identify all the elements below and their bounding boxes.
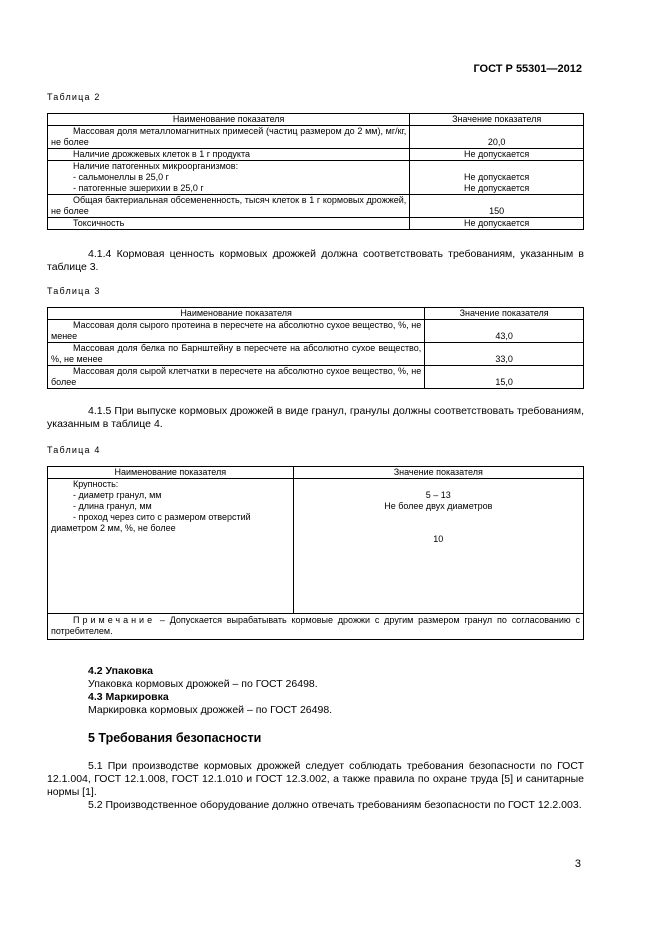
table-row [48,161,584,195]
note-label: Примечание [73,615,156,625]
row-name: Токсичность [48,218,410,230]
row-value: 5 – 13 Не более двух диаметров 10 [293,479,583,614]
column-header-value: Значение показателя [425,308,584,320]
paragraph-4-1-4: 4.1.4 Кормовая ценность кормовых дрожжей должна соответствовать требованиям, указанным в таблице 3. [47,248,584,273]
row-name: Массовая доля металломагнитных примесей (частиц размером до 2 мм), мг/кг, не более [48,126,410,149]
row-name: Наличие дрожжевых клеток в 1 г продукта [48,149,410,161]
table-note [48,614,584,640]
section-4-3-title: 4.3 Маркировка [88,691,169,703]
note-text: – Допускается вырабатывать кормовые дрожжи с другим размером гранул по согласованию с потребителем. [51,615,580,636]
row-value: 43,0 [425,320,584,343]
table-row [48,320,584,343]
table-note-row [48,614,584,640]
table2 [47,113,584,230]
row-name-sub: - патогенные эшерихии в 25,0 г [73,183,204,193]
table-row [48,149,584,161]
document-header: ГОСТ Р 55301—2012 [473,63,582,75]
table-row [48,479,584,614]
row-value: Не допускается [410,149,584,161]
row-value: 150 [410,195,584,218]
section-5-title: 5 Требования безопасности [88,731,262,745]
paragraph-5-2: 5.2 Производственное оборудование должно отвечать требованиям безопасности по ГОСТ 12.2.003. [88,799,582,811]
paragraph-4-1-5: 4.1.5 При выпуске кормовых дрожжей в виде гранул, гранулы должны соответствовать требованиям, указанным в таблице 4. [47,405,584,430]
table-row [48,195,584,218]
table3 [47,307,584,389]
paragraph-5-1: 5.1 При производстве кормовых дрожжей следует соблюдать требования безопасности по ГОСТ 12.1.004, ГОСТ 12.1.008, ГОСТ 12.1.010 и ГОСТ 12.3.002, а также правила по охране труда [5] и санитарные нормы [1]. [47,760,584,798]
column-header-value: Значение показателя [410,114,584,126]
table-row [48,218,584,230]
column-header-name: Наименование показателя [48,308,425,320]
row-name: Крупность: - диаметр гранул, мм - длина гранул, мм - проход через сито с размером отверстий диаметром 2 мм, %, не более [48,479,294,614]
table-header-row [48,467,584,479]
column-header-name: Наименование показателя [48,467,294,479]
row-name-heading: Наличие патогенных микроорганизмов: [73,161,239,171]
row-value-sub: Не допускается [464,183,530,193]
page-number: 3 [574,858,581,870]
row-value: 15,0 [425,366,584,389]
table-row [48,126,584,149]
table-header-row [48,308,584,320]
table-row [48,343,584,366]
row-value-sub: Не допускается [464,172,530,182]
section-4-2-text: Упаковка кормовых дрожжей – по ГОСТ 26498. [88,678,318,690]
row-value [410,161,584,195]
table-row [48,366,584,389]
section-4-3-text: Маркировка кормовых дрожжей – по ГОСТ 26498. [88,704,333,716]
row-value: 33,0 [425,343,584,366]
column-header-name: Наименование показателя [48,114,410,126]
table3-caption: Таблица 3 [47,286,101,296]
row-name: Массовая доля сырой клетчатки в пересчете на абсолютно сухое вещество, %, не более [48,366,425,389]
row-name: Общая бактериальная обсемененность, тысяч клеток в 1 г кормовых дрожжей, не более [48,195,410,218]
row-name: Массовая доля белка по Барнштейну в пересчете на абсолютно сухое вещество, %, не менее [48,343,425,366]
row-name [48,161,410,195]
table-header-row [48,114,584,126]
section-4-2-title: 4.2 Упаковка [88,665,153,677]
table2-caption: Таблица 2 [47,92,101,102]
row-value: Не допускается [410,218,584,230]
table4 [47,466,584,640]
row-name-sub: - сальмонеллы в 25,0 г [73,172,169,182]
column-header-value: Значение показателя [293,467,583,479]
row-value: 20,0 [410,126,584,149]
table4-caption: Таблица 4 [47,445,101,455]
row-name: Массовая доля сырого протеина в пересчете на абсолютно сухое вещество, %, не менее [48,320,425,343]
